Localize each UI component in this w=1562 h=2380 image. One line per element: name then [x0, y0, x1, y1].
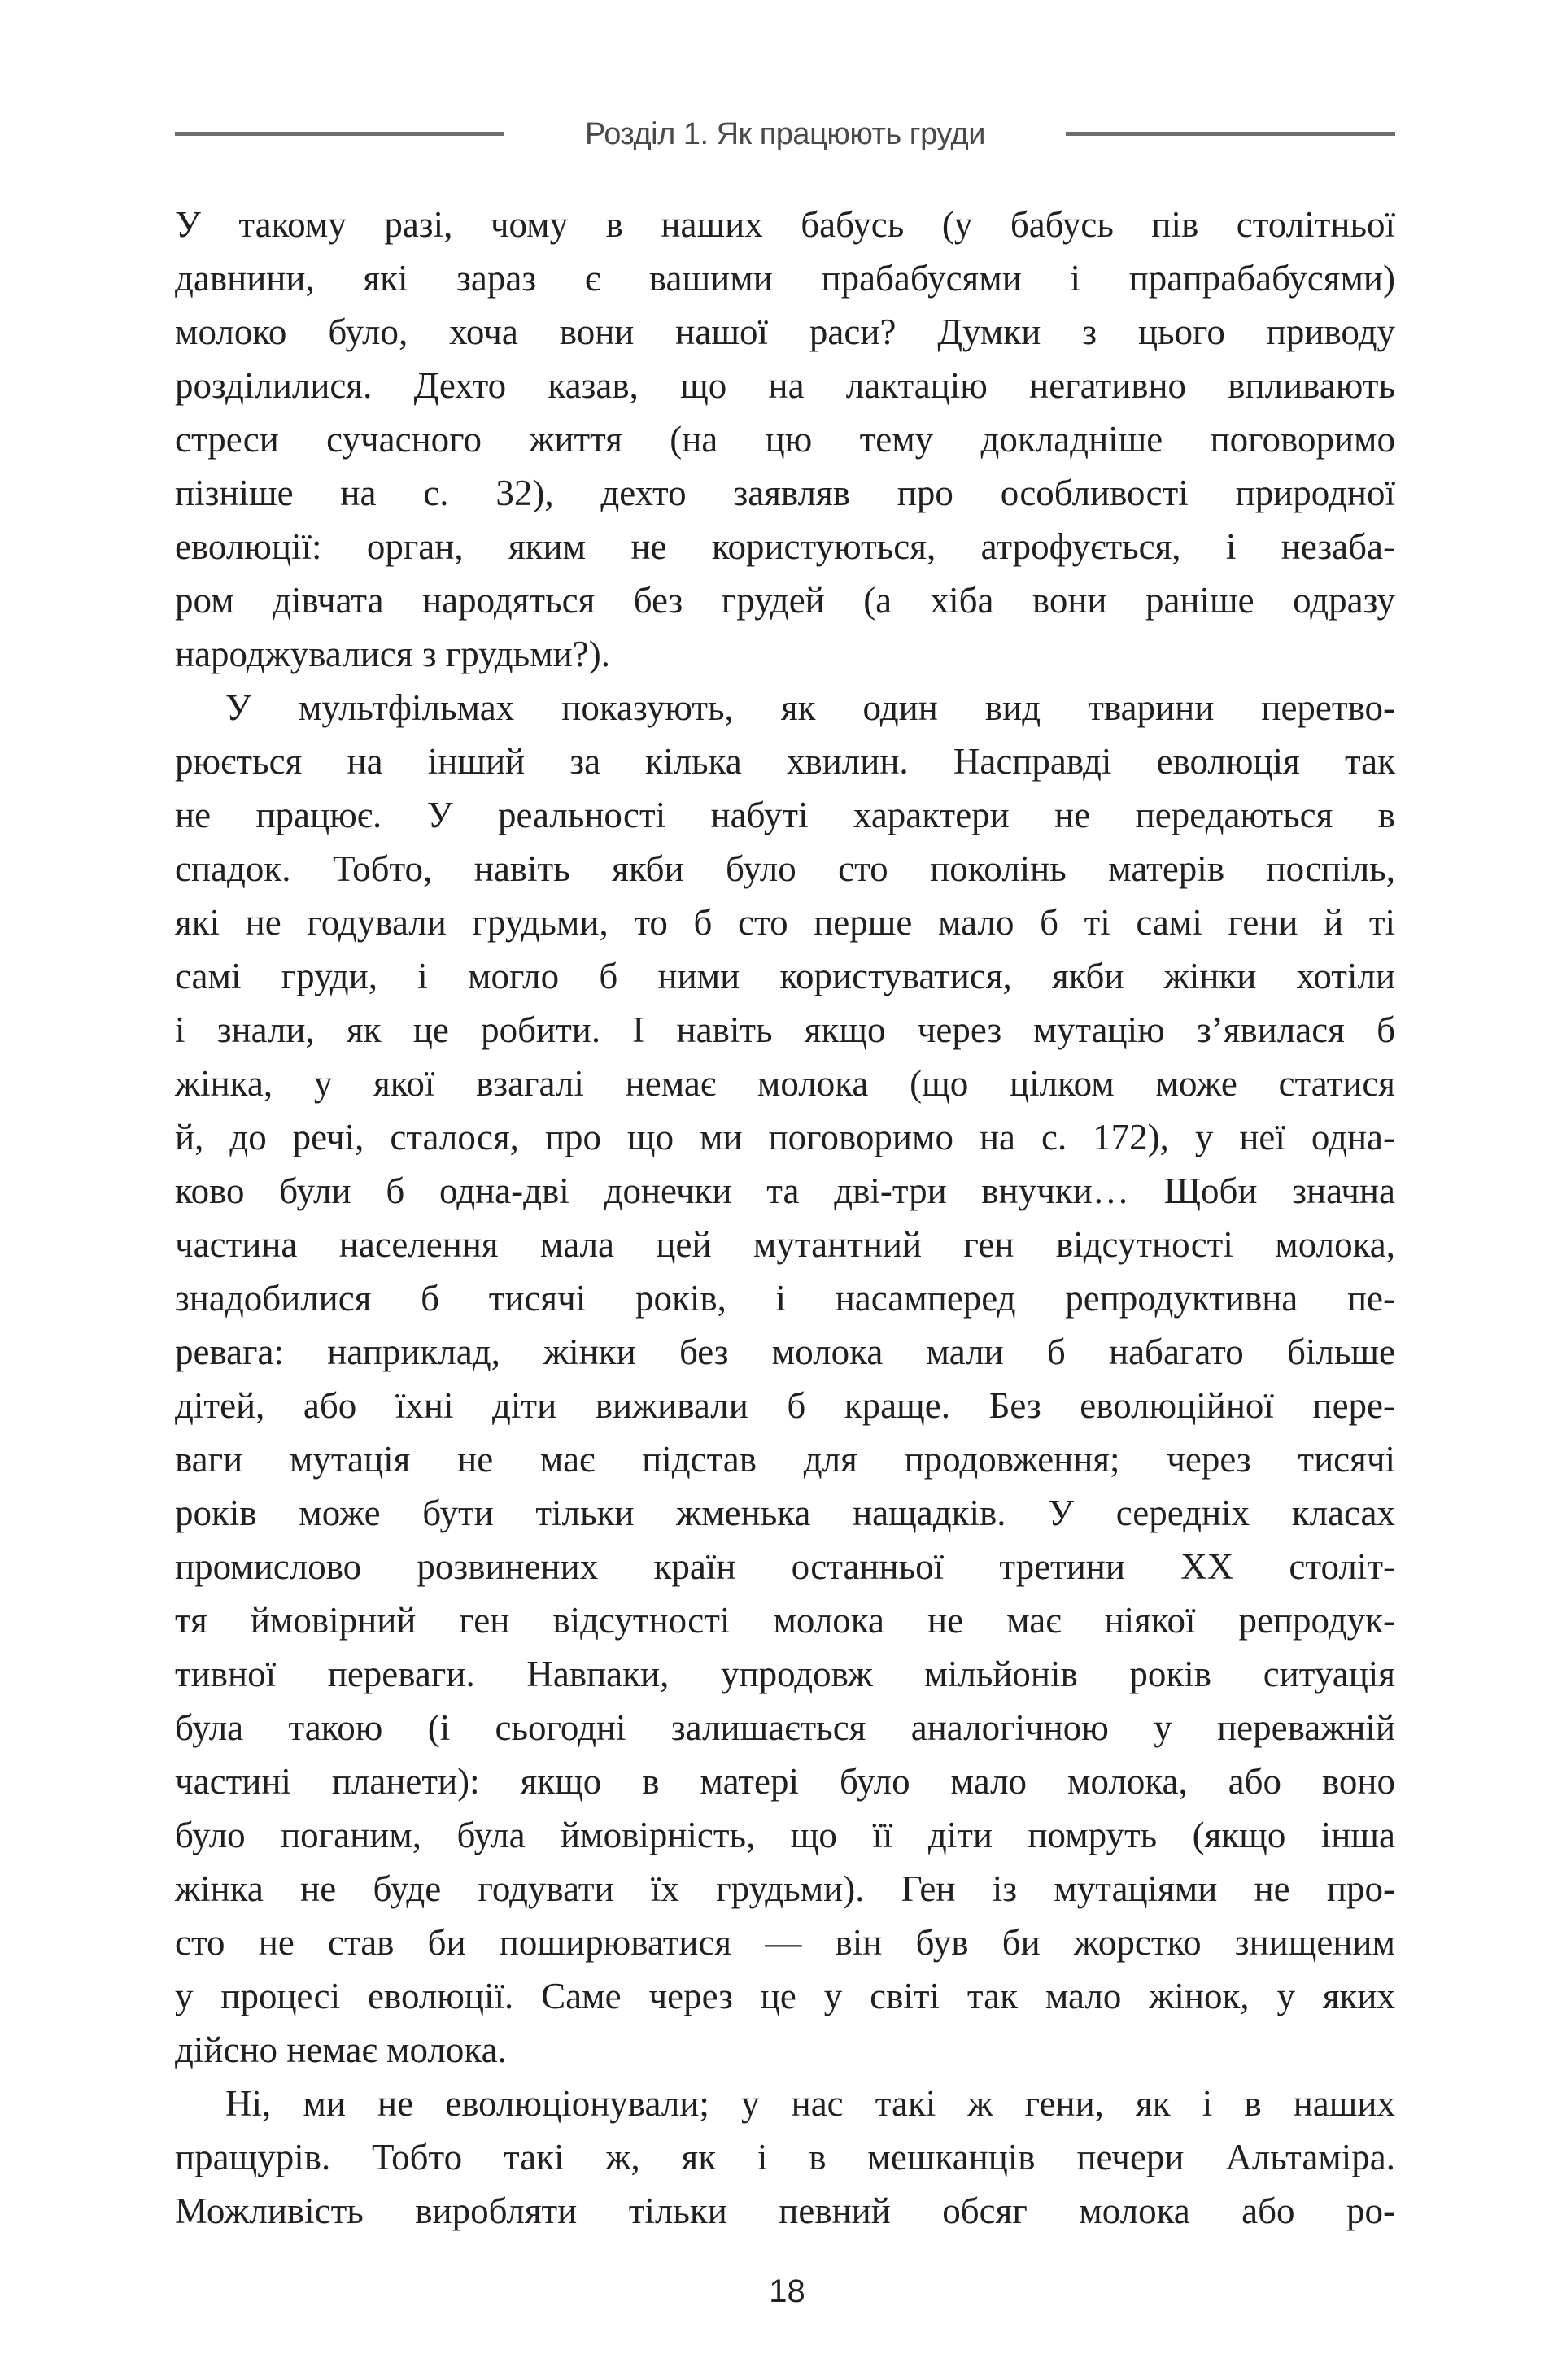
text-line: була такою (і сьогодні залишається аналогічною у переважній: [175, 1707, 1395, 1748]
page-number: 18: [769, 2273, 805, 2309]
text-line: Можливість виробляти тільки певний обсяг молока або ро-: [175, 2190, 1395, 2231]
text-line: дітей, або їхні діти виживали б краще. Без еволюційної пере-: [175, 1385, 1395, 1426]
paragraph: [175, 681, 1395, 2077]
text-line: і знали, як це робити. І навіть якщо через мутацію з’явилася б: [175, 1009, 1395, 1050]
text-line: ково були б одна-дві донечки та дві-три внучки… Щоби значна: [175, 1170, 1395, 1211]
text-line: пращурів. Тобто такі ж, як і в мешканців печери Альтаміра.: [175, 2137, 1395, 2177]
text-line: тивної переваги. Навпаки, упродовж мільйонів років ситуація: [175, 1654, 1395, 1694]
header-rule-right: [1066, 132, 1395, 136]
text-line: у процесі еволюції. Саме через це у світі так мало жінок, у яких: [175, 1976, 1395, 2016]
text-line: років може бути тільки жменька нащадків. У середніх класах: [175, 1493, 1395, 1533]
text-line: сто не став би поширюватися — він був би жорстко знищеним: [175, 1922, 1395, 1963]
text-line: промислово розвинених країн останньої третини XX століт-: [175, 1546, 1395, 1587]
body-text: [175, 198, 1395, 2238]
text-line: ваги мутація не має підстав для продовження; через тисячі: [175, 1439, 1395, 1480]
text-line: розділилися. Дехто казав, що на лактацію негативно впливають: [175, 365, 1395, 406]
text-line: жінка, у якої взагалі немає молока (що цілком може статися: [175, 1063, 1395, 1104]
text-line: дійсно немає молока.: [175, 2029, 507, 2070]
text-line: У мультфільмах показують, як один вид тварини перетво-: [225, 687, 1395, 728]
text-line: У такому разі, чому в наших бабусь (у бабусь пів столітньої: [175, 204, 1395, 245]
text-line: ревага: наприклад, жінки без молока мали б набагато більше: [175, 1332, 1395, 1372]
text-line: які не годували грудьми, то б сто перше мало б ті самі гени й ті: [175, 902, 1395, 943]
text-line: не працює. У реальності набуті характери не передаються в: [175, 795, 1395, 835]
text-line: еволюції: орган, яким не користуються, атрофується, і незаба-: [175, 526, 1395, 567]
text-line: Ні, ми не еволюціонували; у нас такі ж гени, як і в наших: [225, 2083, 1395, 2124]
text-line: спадок. Тобто, навіть якби було сто поколінь матерів поспіль,: [175, 848, 1395, 889]
text-line: стреси сучасного життя (на цю тему докладніше поговоримо: [175, 419, 1395, 460]
paragraph: [175, 198, 1395, 681]
text-line: самі груди, і могло б ними користуватися, якби жінки хотіли: [175, 956, 1395, 996]
text-line: народжувалися з грудьми?).: [175, 634, 610, 674]
header-rule-left: [175, 132, 504, 136]
text-line: молоко було, хоча вони нашої раси? Думки з цього приводу: [175, 312, 1395, 352]
text-line: рюється на інший за кілька хвилин. Насправді еволюція так: [175, 741, 1395, 782]
text-line: було поганим, була ймовірність, що її діти помруть (якщо інша: [175, 1815, 1395, 1855]
running-title: Розділ 1. Як працюють груди: [585, 117, 985, 151]
text-line: пізніше на с. 32), дехто заявляв про особливості природної: [175, 473, 1395, 513]
text-line: жінка не буде годувати їх грудьми). Ген із мутаціями не про-: [175, 1868, 1395, 1909]
text-line: й, до речі, сталося, про що ми поговоримо на с. 172), у неї одна-: [175, 1117, 1395, 1157]
text-line: давнини, які зараз є вашими прабабусями і прапрабабусями): [175, 258, 1395, 299]
running-header: [175, 114, 1395, 155]
text-line: ром дівчата народяться без грудей (а хіба вони раніше одразу: [175, 580, 1395, 621]
text-line: частині планети): якщо в матері було мало молока, або воно: [175, 1761, 1395, 1802]
text-line: знадобилися б тисячі років, і насамперед репродуктивна пе-: [175, 1278, 1395, 1319]
paragraph: [175, 2077, 1395, 2238]
text-line: частина населення мала цей мутантний ген відсутності молока,: [175, 1224, 1395, 1265]
text-line: тя ймовірний ген відсутності молока не має ніякої репродук-: [175, 1600, 1395, 1641]
